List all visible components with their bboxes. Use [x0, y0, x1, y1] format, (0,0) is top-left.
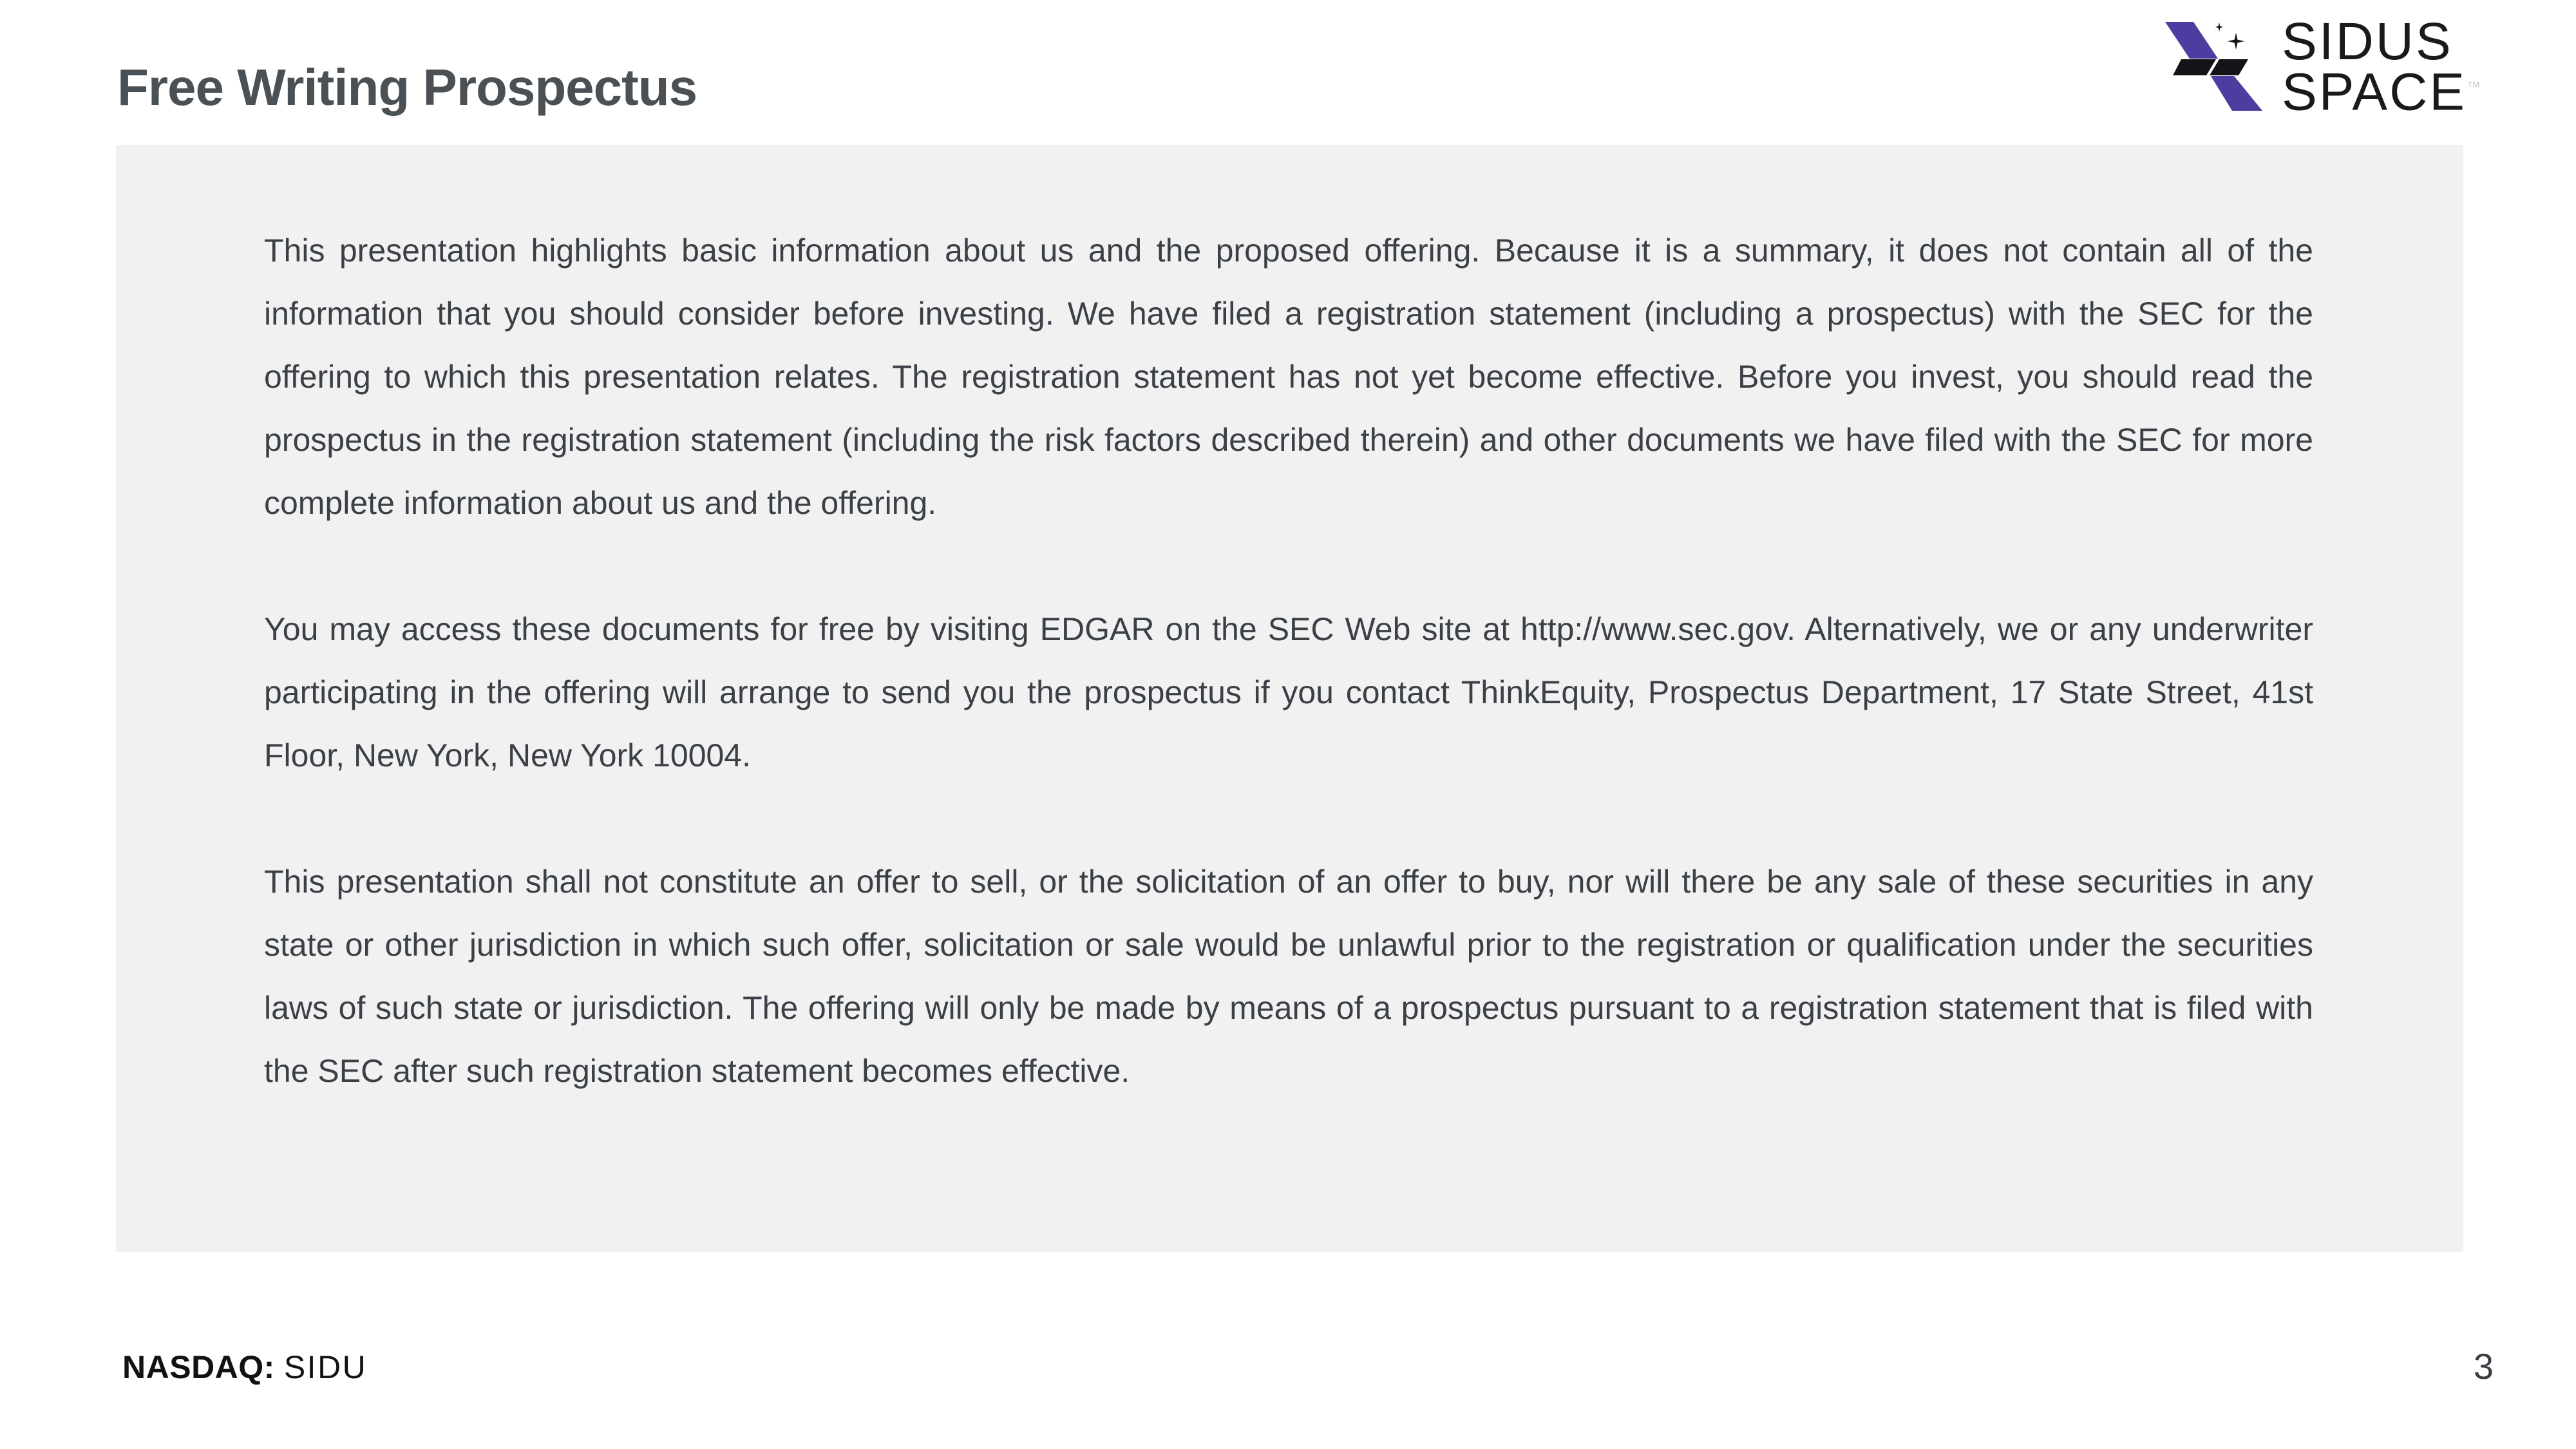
sidus-space-logo — [2165, 12, 2481, 122]
disclaimer-paragraph-3: This presentation shall not constitute an offer to sell, or the solicitation of an offer to buy, nor will there be any sale of these securities in any state or other jurisdiction in which such offer, solicitation or sale would be unlawful prior to the registration or qualification under the securities laws of such state or jurisdiction. The offering will only be made by means of a prospectus pursuant to a registration statement that is filed with the SEC after such registration statement becomes effective. — [264, 864, 2313, 1089]
exchange-label: NASDAQ: — [122, 1349, 275, 1385]
logo-wordmark-line2: SPACE™ — [2282, 62, 2481, 122]
page-number: 3 — [2473, 1346, 2494, 1387]
nasdaq-ticker — [122, 1351, 367, 1383]
trademark-symbol: ™ — [2467, 79, 2481, 95]
sidus-chevron-icon — [2165, 21, 2265, 113]
ticker-symbol: SIDU — [283, 1349, 368, 1385]
disclaimer-paragraph-1: This presentation highlights basic information about us and the proposed offering. Because it is a summary, it does not contain all of the information that you should consider before investing. We have filed a registration statement (including a prospectus) with the SEC for the offering to which this presentation relates. The registration statement has not yet become effective. Before you invest, you should read the prospectus in the registration statement (including the risk factors described therein) and other documents we have filed with the SEC for more complete information about us and the offering. — [264, 232, 2313, 521]
logo-wordmark — [2282, 12, 2481, 122]
disclaimer-paragraph-2: You may access these documents for free by visiting EDGAR on the SEC Web site at http://www.sec.gov. Alternatively, we or any underwriter participating in the offering will arrange to send you the prospectus if you contact ThinkEquity, Prospectus Department, 17 State Street, 41st Floor, New York, New York 10004. — [264, 611, 2313, 773]
disclaimer-panel — [116, 145, 2463, 1252]
logo-wordmark-line1: SIDUS — [2282, 12, 2453, 71]
page-title: Free Writing Prospectus — [117, 59, 697, 116]
